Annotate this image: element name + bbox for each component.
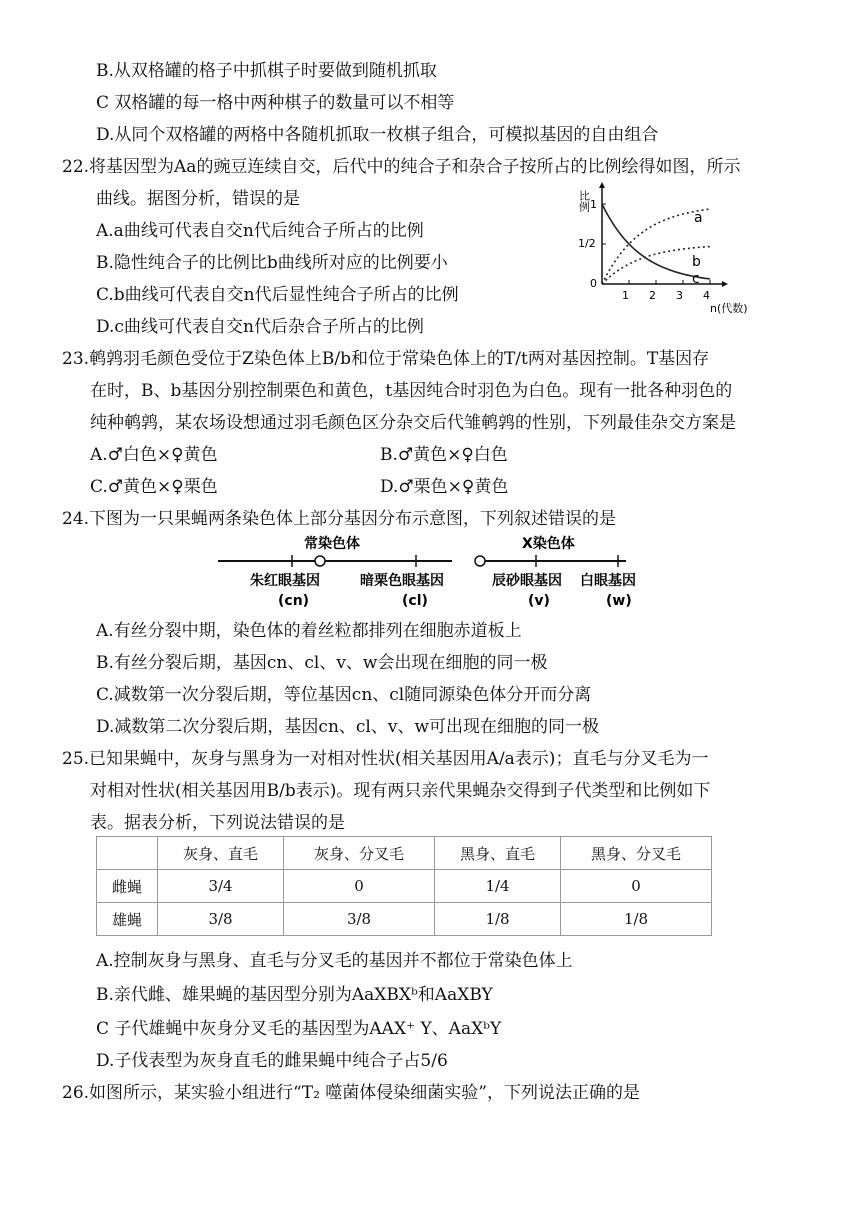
q25-stem: 25.已知果蝇中，灰身与黑身为一对相对性状(相关基因用A/a表示)；直毛与分叉毛为一 xyxy=(62,749,709,769)
table-cell: 雄蝇 xyxy=(97,903,158,936)
q25-stem-cont1: 对相对性状(相关基因用B/b表示)。现有两只亲代果蝇杂交得到子代类型和比例如下 xyxy=(90,781,711,801)
table-header-cell: 黑身、直毛 xyxy=(434,837,560,870)
q24-option-c: C.减数第一次分裂后期，等位基因cn、cl随同源染色体分开而分离 xyxy=(96,685,592,705)
q22-stem: 22.将基因型为Aa的豌豆连续自交，后代中的纯合子和杂合子按所占的比例绘得如图，所示 xyxy=(62,157,741,177)
q22-option-d: D.c曲线可代表自交n代后杂合子所占的比例 xyxy=(96,317,424,337)
x-centromere xyxy=(475,556,485,566)
gene-w-name: 白眼基因 xyxy=(580,573,636,589)
q21-option-c: C 双格罐的每一格中两种棋子的数量可以不相等 xyxy=(96,93,455,113)
gene-cn-name: 朱红眼基因 xyxy=(250,573,320,589)
q23-option-a: A.♂白色×♀黄色 xyxy=(90,445,218,465)
autosome-label: 常染色体 xyxy=(304,536,360,552)
x-tick-3: 3 xyxy=(676,289,683,302)
table-cell: 1/8 xyxy=(434,903,560,936)
q23-option-c: C.♂黄色×♀栗色 xyxy=(90,477,218,497)
q22-option-b: B.隐性纯合子的比例比b曲线所对应的比例要小 xyxy=(96,253,448,273)
gene-v-symbol: (v) xyxy=(528,593,550,609)
q24-option-a: A.有丝分裂中期，染色体的着丝粒都排列在细胞赤道板上 xyxy=(96,621,522,641)
q25-option-b: B.亲代雌、雄果蝇的基因型分别为AaXBXᵇ和AaXBY xyxy=(96,985,493,1005)
gene-w-symbol: (w) xyxy=(606,593,632,609)
gene-v-name: 辰砂眼基因 xyxy=(492,573,562,589)
y-tick-1: 1 xyxy=(590,198,597,211)
table-row xyxy=(97,870,712,903)
q22-stem-cont: 曲线。据图分析，错误的是 xyxy=(96,189,300,209)
x-tick-2: 2 xyxy=(649,289,656,302)
gene-cl-name: 暗栗色眼基因 xyxy=(360,573,444,589)
curve-b-label: b xyxy=(692,254,701,270)
q23-stem: 23.鹌鹑羽毛颜色受位于Z染色体上B/b和位于常染色体上的T/t两对基因控制。T基因存 xyxy=(62,349,710,369)
x-axis-label: n(代数) xyxy=(710,302,748,315)
table-cell: 0 xyxy=(561,870,712,903)
q23-stem-cont1: 在时，B、b基因分别控制栗色和黄色，t基因纯合时羽色为白色。现有一批各种羽色的 xyxy=(90,381,733,401)
q25-option-c: C 子代雄蝇中灰身分叉毛的基因型为AAX⁺ Y、AaXᵇY xyxy=(96,1019,502,1039)
table-cell: 雌蝇 xyxy=(97,870,158,903)
q21-option-d: D.从同个双格罐的两格中各随机抓取一枚棋子组合，可模拟基因的自由组合 xyxy=(96,125,659,145)
q24-option-d: D.减数第二次分裂后期，基因cn、cl、v、w可出现在细胞的同一极 xyxy=(96,717,600,737)
table-header-cell: 黑身、分叉毛 xyxy=(561,837,712,870)
autosome-centromere xyxy=(315,556,325,566)
x-tick-1: 1 xyxy=(622,289,629,302)
q24-chromosome-diagram xyxy=(210,528,650,612)
q22-line-chart xyxy=(570,174,760,319)
q25-option-a: A.控制灰身与黑身、直毛与分叉毛的基因并不都位于常染色体上 xyxy=(96,951,573,971)
table-cell: 1/4 xyxy=(434,870,560,903)
table-cell: 1/8 xyxy=(561,903,712,936)
q23-stem-cont2: 纯种鹌鹑，某农场设想通过羽毛颜色区分杂交后代雏鹌鹑的性别，下列最佳杂交方案是 xyxy=(90,413,736,433)
gene-cn-symbol: (cn) xyxy=(278,593,310,609)
table-header-cell: 灰身、直毛 xyxy=(158,837,284,870)
table-cell: 3/4 xyxy=(158,870,284,903)
table-header-cell xyxy=(97,837,158,870)
table-row xyxy=(97,903,712,936)
curve-a-label: a xyxy=(694,210,703,226)
x-tick-4: 4 xyxy=(703,289,710,302)
q25-stem-cont2: 表。据表分析，下列说法错误的是 xyxy=(90,813,345,833)
y-tick-half: 1/2 xyxy=(578,237,596,250)
y-axis-arrow xyxy=(599,182,605,188)
q21-option-b: B.从双格罐的格子中抓棋子时要做到随机抓取 xyxy=(96,61,437,81)
table-header-row xyxy=(97,837,712,870)
gene-cl-symbol: (cl) xyxy=(402,593,428,609)
x-axis-arrow xyxy=(722,281,728,287)
table-header-cell: 灰身、分叉毛 xyxy=(284,837,435,870)
x-chromosome-label: X染色体 xyxy=(522,536,575,552)
q22-option-a: A.a曲线可代表自交n代后纯合子所占的比例 xyxy=(96,221,424,241)
q26-stem: 26.如图所示，某实验小组进行“T₂ 噬菌体侵染细菌实验”，下列说法正确的是 xyxy=(62,1083,640,1103)
table-cell: 3/8 xyxy=(284,903,435,936)
q22-option-c: C.b曲线可代表自交n代后显性纯合子所占的比例 xyxy=(96,285,459,305)
q25-offspring-table xyxy=(96,836,712,936)
q24-option-b: B.有丝分裂后期，基因cn、cl、v、w会出现在细胞的同一极 xyxy=(96,653,548,673)
q23-option-d: D.♂栗色×♀黄色 xyxy=(380,477,509,497)
y-tick-0: 0 xyxy=(590,277,597,290)
q23-option-b: B.♂黄色×♀白色 xyxy=(380,445,508,465)
table-cell: 3/8 xyxy=(158,903,284,936)
q24-stem: 24.下图为一只果蝇两条染色体上部分基因分布示意图，下列叙述错误的是 xyxy=(62,509,617,529)
table-cell: 0 xyxy=(284,870,435,903)
y-axis-label: 比例 xyxy=(577,190,591,212)
curve-c-label: c xyxy=(692,271,700,287)
q25-option-d: D.子伐表型为灰身直毛的雌果蝇中纯合子占5/6 xyxy=(96,1051,448,1071)
